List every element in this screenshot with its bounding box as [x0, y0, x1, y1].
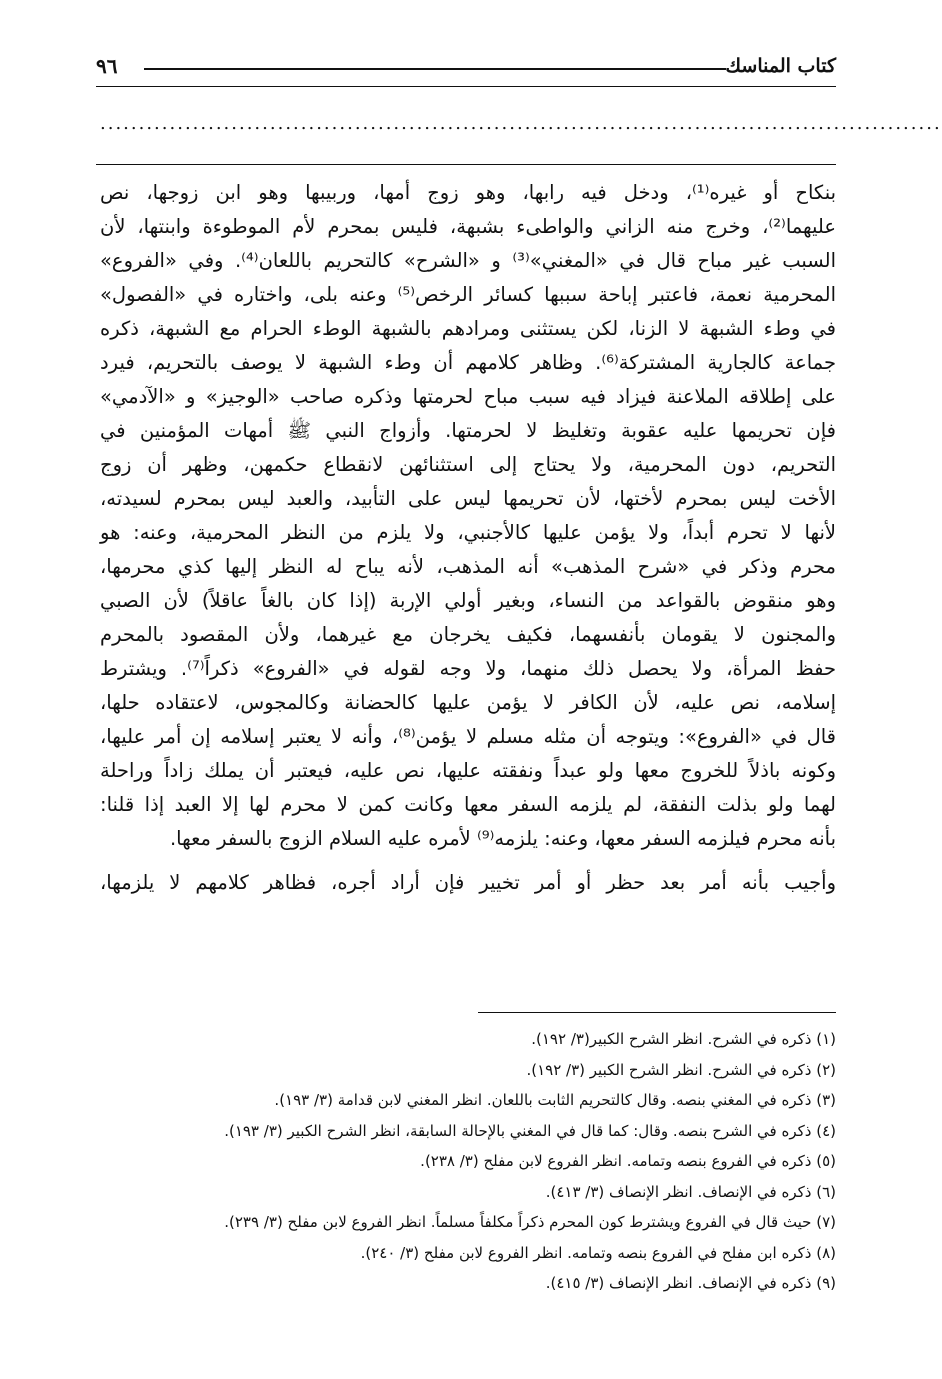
- book-title: كتاب المناسك: [725, 55, 836, 77]
- footnote: (٧) حيث قال في الفروع ويشترط كون المحرم ذكراً مكلفاً مسلماً. انظر الفروع لابن مفلح (٣/ ٢٣٩).: [224, 1213, 836, 1231]
- footnote: (٩) ذكره في الإنصاف. انظر الإنصاف (٣/ ٤١٥).: [545, 1274, 836, 1292]
- text-line: الأخت ليس بمحرم لأختها، لأن تحريمها ليس على التأبيد، والعبد ليس بمحرم لسيدته،: [100, 487, 836, 510]
- running-header: [96, 52, 836, 82]
- text-line: على إطلاقه الملاعنة فيزاد فيه سبب مباح لحرمتها وذكره صاحب «الوجيز» و «الآدمي»: [100, 385, 836, 408]
- footnotes: [100, 1024, 836, 1299]
- text-line: محرم وذكر في «شرح المذهب» أنه المذهب، لأنه يباح له النظر إليها كذي محرمها،: [100, 555, 836, 578]
- text-line: وأجيب بأنه أمر بعد حظر أو أمر تخيير فإن أراد أجره، فظاهر كلامهم لا يلزمها،: [100, 871, 836, 894]
- footnote: (٣) ذكره في المغني بنصه. وقال كالتحريم الثابت باللعان. انظر المغني لابن قدامة (٣/ ١٩٣).: [274, 1091, 836, 1109]
- text-line: لأنها لا تحرم أبداً، ولا يؤمن عليها كالأجنبي، ولا يلزم من النظر المحرمية، وعنه: هو: [100, 521, 836, 544]
- page-number: ٩٦: [96, 54, 118, 78]
- text-line: المحرمية نعمة، فاعتبر إباحة سببها كسائر الرخص⁽⁵⁾ وعنه بلى، واختاره في «الفصول»: [100, 283, 836, 306]
- text-line: إسلامه، نص عليه، لأن الكافر لا يؤمن عليها كالحضانة وكالمجوس، لاعتقاده حلها،: [100, 691, 836, 714]
- footnote: (٨) ذكره ابن مفلح في الفروع بنصه وتمامه. انظر الفروع لابن مفلح (٣/ ٢٤٠).: [360, 1243, 836, 1262]
- footnote: (٦) ذكره في الإنصاف. انظر الإنصاف (٣/ ٤١٣).: [545, 1182, 836, 1201]
- footnote: (٥) ذكره في الفروع بنصه وتمامه. انظر الفروع لابن مفلح (٣/ ٢٣٨).: [420, 1152, 836, 1170]
- text-line: حفظ المرأة، ولا يحصل ذلك منهما، ولا وجه لقوله في «الفروع» ذكراً⁽⁷⁾. ويشترط: [100, 657, 836, 680]
- text-line: عليهما⁽²⁾، وخرج منه الزاني والواطىء بشبهة، فليس بمحرم لأم الموطوءة وابنتها، لأن: [100, 215, 836, 238]
- text-line: في وطء الشبهة لا الزنا، لكن يستثنى ومرادهم بالشبهة الوطء الحرام مع الشبهة، ذكره: [100, 317, 836, 340]
- text-line: وكونه باذلاً للخروج معها ولو عبداً ونفقته عليها، نص عليه، فيعتبر أن يملك زاداً وراحلة: [100, 759, 836, 782]
- text-line: بأنه محرم فيلزمه السفر معها، وعنه: يلزمه⁽⁹⁾ لأمره عليه السلام الزوج بالسفر معها.: [169, 827, 836, 850]
- text-line: والمجنون لا يقومان بأنفسهما، فكيف يخرجان مع غيرهما، ولأن المقصود بالمحرم: [100, 623, 836, 646]
- text-line: السبب غير مباح قال في «المغني»⁽³⁾ و «الشرح» كالتحريم باللعان⁽⁴⁾. وفي «الفروع»: [100, 249, 837, 272]
- main-text: [100, 176, 836, 900]
- footnote: (٤) ذكره في الشرح بنصه. وقال: كما قال في المغني بالإحالة السابقة، انظر الشرح الكبير (٣/ ١٩٣).: [224, 1121, 836, 1140]
- header-line: [144, 68, 726, 70]
- paragraph-gap: [100, 856, 836, 866]
- footnote-rule: [478, 1012, 836, 1013]
- text-line: لهما ولو بذلت النفقة، لم يلزمه السفر معها وكانت كمن لا محرم لها إلا العبد إذا قلنا:: [100, 793, 836, 816]
- text-line: فإن تحريمها عليه عقوبة وتغليظ لا لحرمتها. وأزواج النبي ﷺ أمهات المؤمنين في: [100, 419, 836, 442]
- text-line: التحريم، دون المحرمية، ولا يحتاج إلى استثنائهن لانقطاع حكمهن، وظهر أن زوج: [100, 453, 836, 476]
- text-line: جماعة كالجارية المشتركة⁽⁶⁾. وظاهر كلامهم أن وطء الشبهة لا يوصف بالتحريم، فيرد: [100, 351, 837, 374]
- text-line: وهو منقوض بالقواعد من النساء، وبغير أولي الإربة (إذا كان بالغاً عاقلاً) لأن الصبي: [100, 589, 836, 612]
- dotted-separator: .............................................................................................................: [100, 113, 942, 134]
- header-rule: [96, 86, 836, 87]
- footnote: (١) ذكره في الشرح. انظر الشرح الكبير(٣/ ١٩٢).: [531, 1030, 836, 1048]
- text-line: بنكاح أو غيره⁽¹⁾، ودخل فيه رابها، وهو زوج أمها، وربيبها وهو ابن زوجها، نص: [100, 181, 837, 204]
- text-line: قال في «الفروع»: ويتوجه أن مثله مسلم لا يؤمن⁽⁸⁾، وأنه لا يعتبر إسلامه إن أمر عليها،: [100, 725, 836, 748]
- section-rule: [96, 164, 836, 165]
- footnote: (٢) ذكره في الشرح. انظر الشرح الكبير (٣/ ١٩٢).: [526, 1060, 836, 1079]
